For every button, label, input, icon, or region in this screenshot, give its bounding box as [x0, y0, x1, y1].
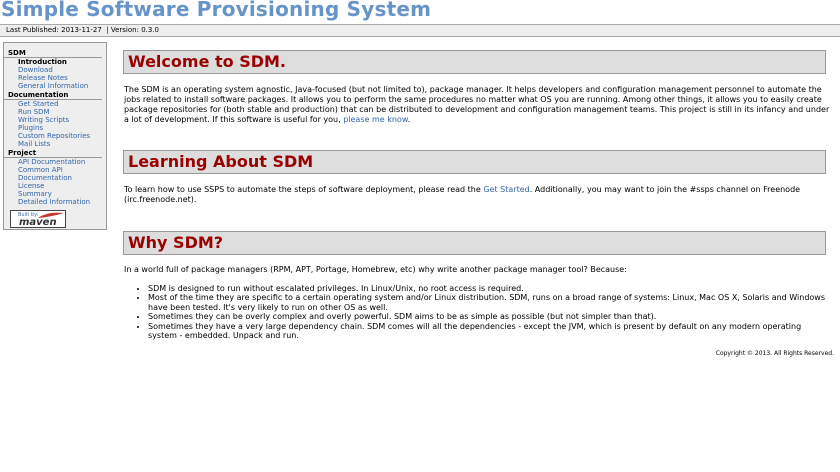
why-intro: In a world full of package managers (RPM, APT, Portage, Homebrew, etc) why write another package manager tool? Because: [124, 265, 627, 274]
nav-item-documentation[interactable]: Documentation [18, 174, 72, 182]
copyright-notice: Copyright © 2013. All Rights Reserved. [715, 350, 834, 357]
nav-item-release-notes[interactable]: Release Notes [18, 74, 68, 82]
nav-item-introduction: Introduction [18, 58, 67, 66]
learning-paragraph [124, 185, 830, 205]
welcome-text-end: . [407, 115, 411, 124]
nav-item-get-started[interactable]: Get Started [18, 100, 59, 108]
welcome-section-header [123, 50, 826, 74]
learning-text: To learn how to use SSPS to automate the steps of software deployment, please read the [124, 185, 481, 194]
nav-section-title-project: Project [4, 149, 102, 158]
version-label: Version: [110, 26, 139, 34]
learning-text-end: . Additionally, you may want to join the #ssps channel on Freenode (irc.freenode.net). [124, 185, 801, 204]
list-item: • Sometimes they have a very large dependency chain. SDM comes will all the dependencies - except the JVM, which is present by default on any modern operating system - embedded. Unpack and run. [148, 322, 832, 341]
published-label: Last Published: [6, 26, 59, 34]
banner [0, 0, 840, 24]
breadcrumb [0, 24, 840, 37]
nav-item-download[interactable]: Download [18, 66, 53, 74]
nav-item-mail-lists[interactable]: Mail Lists [18, 140, 51, 148]
nav-item-plugins[interactable]: Plugins [18, 124, 44, 132]
list-item: • Sometimes they can be overly complex and overly powerful. SDM aims to be as simple as possible (but not simpler than that). [148, 312, 832, 321]
list-item: • SDM is designed to run without escalated privileges. In Linux/Unix, no root access is required. [148, 284, 832, 293]
built-by-maven-badge[interactable] [10, 210, 66, 228]
welcome-text: The SDM is an operating system agnostic, Java-focused (but not limited to), package manager. It helps developers and configuration management personnel to automate the jobs related to install software packages. It allows you to perform the same procedures no matter what OS you are running. Among other things, it allows you to easily create package repositories for (both stable and production) that can be distributed to development and configuration management teams. This project is still in its infancy and under a lot of development. If this software is useful for you, [124, 85, 830, 124]
breadcrumb-separator: | [106, 26, 109, 34]
nav-item-api-documentation[interactable]: API Documentation [18, 158, 86, 166]
sidebar-navigation [3, 42, 107, 230]
nav-item-run-sdm[interactable]: Run SDM [18, 108, 50, 116]
nav-item-detailed-information[interactable]: Detailed Information [18, 198, 91, 206]
nav-section-title-documentation: Documentation [4, 91, 102, 100]
version-value: 0.3.0 [141, 26, 159, 34]
why-bullet-list [148, 284, 832, 340]
nav-item-general-information[interactable]: General Information [18, 82, 89, 90]
list-item: • Most of the time they are specific to a certain operating system and/or Linux distribution. SDM, runs on a broad range of systems: Linux, Mac OS X, Solaris and Windows have been tested. It's very likely to run on other OS as well. [148, 293, 832, 312]
welcome-paragraph [124, 85, 830, 125]
welcome-heading: Welcome to SDM. [128, 52, 286, 71]
learning-section-header [123, 150, 826, 174]
nav-item-writing-scripts[interactable]: Writing Scripts [18, 116, 70, 124]
maven-logo-text: maven [19, 217, 57, 228]
please-let-me-know-link[interactable]: please me know [343, 115, 408, 124]
why-section-header [123, 231, 826, 255]
published-date: 2013-11-27 [61, 26, 102, 34]
nav-section-title-sdm: SDM [4, 49, 102, 58]
built-by-label: Built by: [18, 212, 39, 218]
nav-item-license[interactable]: License [18, 182, 45, 190]
site-title[interactable]: Simple Software Provisioning System [1, 0, 432, 21]
why-heading: Why SDM? [128, 233, 224, 252]
learning-heading: Learning About SDM [128, 152, 314, 171]
nav-item-summary[interactable]: Summary [18, 190, 52, 198]
nav-item-common-api[interactable]: Common API [18, 166, 63, 174]
get-started-link[interactable]: Get Started [483, 185, 530, 194]
nav-item-custom-repositories[interactable]: Custom Repositories [18, 132, 91, 140]
